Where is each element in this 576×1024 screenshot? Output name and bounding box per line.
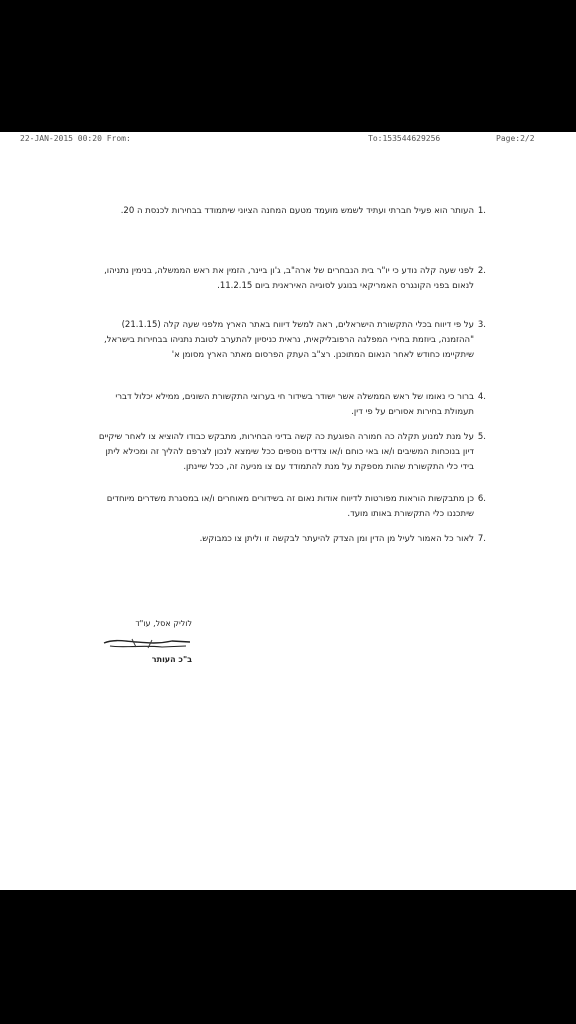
paragraph-text: העותר הוא פעיל חברתי ועתיד לשמש מועמד מטעם המחנה הציוני שיתמודד בבחירות לכנסת ה 20. [120,206,474,216]
paragraph-text: על פי דיווח בכלי התקשורת הישראלים, ראה למשל דיווח באתר הארץ מלפני שעה קלה (21.1.15) "ההזמנה, ביוזמת בחירי המפלגה הרפובליקאית, נראית כניסיון להתערב לטובת נתניהו בבחירות בישראל, שיתקיימו כחודש לאחר הנאום המתוכנן. רצ"ב העתק הפרסום מאתר הארץ מסומן א' [103,320,474,360]
paragraph-3 [96,318,486,390]
fax-date-from: 22-JAN-2015 00:20 From: [20,134,131,143]
paragraph-number: 1. [477,206,486,216]
signature-block [102,619,192,664]
paragraph-number: 3. [477,320,486,330]
paragraph-text: ברור כי נאומו של ראש הממשלה אשר ישודר בשידור חי בערוצי התקשורת השונים, ממילא יכלול דברי תעמולת בחירות אסורים על פי דין. [115,392,474,417]
paragraph-text: כן מתבקשות הוראות מפורטות לדיווח אודות נאום זה בשידורים מאוחרים ו/או במסגרת משדרים מיוחדים שיתכננו כלי התקשורת באותו מועד. [106,494,474,519]
paragraph-text: על מנת למנוע תקלה כה חמורה הפוגעת כה קשה בדיני הבחירות, מתבקש כבודו להוציא צו לאחר שיקיים דיון בנוכחות המשיבים ו/או באי כוחם ו/או צדדים נוספים ככל שימצא לנכון לצרפם להליך זה ומכילא ליתן בידי כלי התקשורת שהות מספקת על מנת להתמודד עם צו מניעה זה, ככל שיינתן. [98,432,474,472]
document-page [0,132,576,890]
paragraph-number: 7. [477,534,486,544]
paragraph-text: לפני שעה קלה נודע כי יו"ר בית הנבחרים של ארה"ב, ג'ון ביינר, הזמין את ראש הממשלה, בנימין נתניהו, לנאום בפני הקונגרס האמריקאי בנוגע לסוגייה האיראנית ביום 11.2.15. [104,266,474,291]
paragraph-5 [96,430,486,492]
numbered-paragraphs [96,204,486,552]
fax-to-number: To:153544629256 [368,134,441,143]
paragraph-4 [96,390,486,430]
fax-header [0,134,576,146]
signatory-name: לוליק אסל, עו"ד [135,619,192,628]
paragraph-number: 2. [477,266,486,276]
paragraph-number: 4. [477,392,486,402]
paragraph-7 [96,532,486,552]
paragraph-number: 6. [477,494,486,504]
handwritten-signature [102,633,192,653]
paragraph-text: לאור כל האמור לעיל מן הדין ומן הצדק להיעתר לבקשה זו וליתן צו כמבוקש. [199,534,474,544]
paragraph-1 [96,204,486,264]
paragraph-2 [96,264,486,318]
fax-page-number: Page:2/2 [496,134,535,143]
paragraph-number: 5. [477,432,486,442]
paragraph-6 [96,492,486,532]
signatory-role: ב"כ העותר [151,655,192,664]
